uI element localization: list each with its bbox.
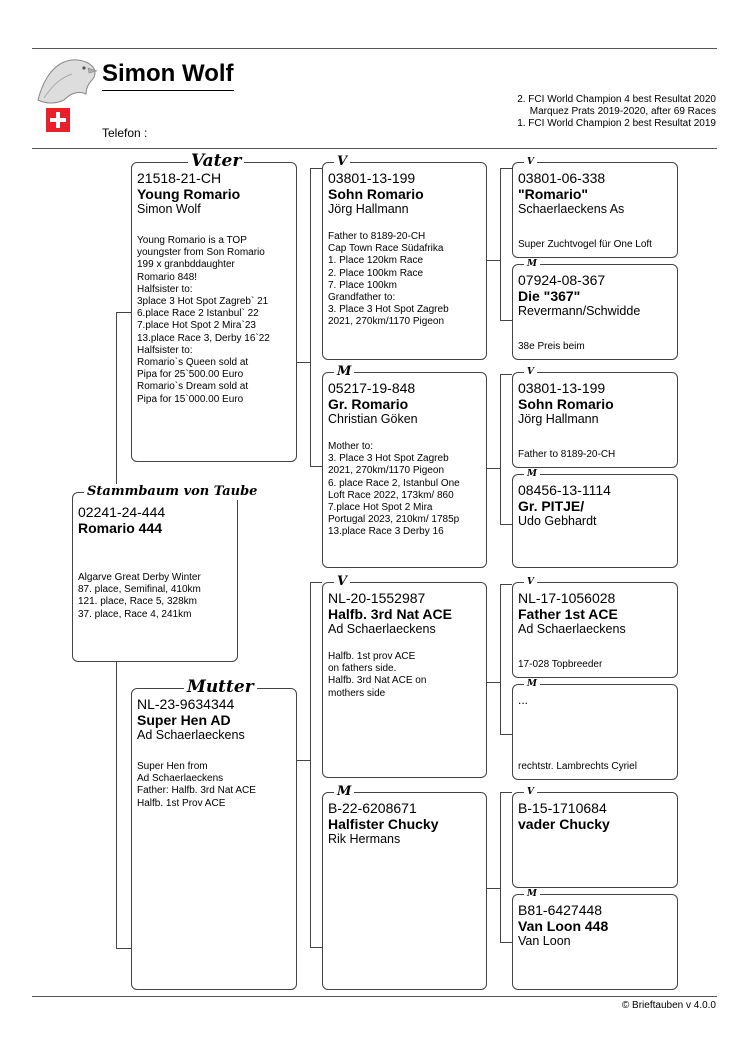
father-father-card[interactable] bbox=[322, 162, 487, 360]
ring-number: 08456-13-1114 bbox=[518, 482, 611, 498]
father-mother-card[interactable] bbox=[322, 372, 487, 568]
father-card[interactable] bbox=[131, 162, 297, 462]
breeder-name: Jörg Hallmann bbox=[518, 412, 599, 426]
pigeon-notes: Father to 8189-20-CH Cap Town Race Südafrika 1. Place 120km Race 2. Place 100km Race 7. Place 100km Grandfather to: 3. Place 3 Hot Spot Zagreb 2021, 270km/1170 Pigeon bbox=[328, 231, 449, 328]
mm-father-label: V bbox=[524, 787, 537, 797]
pigeon-name: vader Chucky bbox=[518, 816, 610, 832]
ff-father-card[interactable] bbox=[512, 162, 678, 258]
mf-father-label: V bbox=[524, 577, 537, 587]
mf-father-card[interactable] bbox=[512, 582, 678, 678]
ff-father-label: V bbox=[524, 157, 537, 167]
pigeon-name: Sohn Romario bbox=[328, 186, 424, 202]
pigeon-notes: Halfb. 1st prov ACE on fathers side. Halfb. 3rd Nat ACE on mothers side bbox=[328, 651, 427, 699]
mm-mother-card[interactable] bbox=[512, 894, 678, 990]
pigeon-name: Van Loon 448 bbox=[518, 918, 609, 934]
header-top-rule bbox=[32, 48, 717, 49]
father-father-label: V bbox=[334, 154, 350, 170]
pigeon-notes: Algarve Great Derby Winter 87. place, Semifinal, 410km 121. place, Race 5, 328km 37. place, Race 4, 241km bbox=[78, 572, 201, 620]
achievement-line: 1. FCI World Champion 2 best Resultat 2019 bbox=[517, 118, 716, 129]
fm-mother-label: M bbox=[524, 469, 540, 479]
owner-name: Simon Wolf bbox=[102, 60, 234, 91]
pigeon-notes: Mother to: 3. Place 3 Hot Spot Zagreb 2021, 270km/1170 Pigeon 6. place Race 2, Istanbul One Loft Race 2022, 173km/ 860 7.place Hot Spot 2 Mira Portugal 2023, 210km/ 1785p 13.place Race 3 Derby 16 bbox=[328, 441, 460, 538]
fm-father-card[interactable] bbox=[512, 372, 678, 468]
pigeon-name: Romario 444 bbox=[78, 520, 163, 536]
mother-label: Mutter bbox=[184, 679, 257, 695]
mm-mother-label: M bbox=[524, 889, 540, 899]
breeder-name: Simon Wolf bbox=[137, 202, 201, 216]
father-mother-label: M bbox=[334, 364, 354, 380]
breeder-name: Ad Schaerlaeckens bbox=[518, 622, 626, 636]
pigeon-notes: Super Zuchtvogel für One Loft bbox=[518, 238, 652, 250]
breeder-name: Schaerlaeckens As bbox=[518, 202, 625, 216]
ring-number: B81-6427448 bbox=[518, 902, 603, 918]
footer-copyright: © Brieftauben v 4.0.0 bbox=[621, 1000, 716, 1011]
mother-father-label: V bbox=[334, 574, 350, 590]
achievement-line: 2. FCI World Champion 4 best Resultat 2020 bbox=[517, 94, 716, 105]
pigeon-notes: Young Romario is a TOP youngster from Son Romario 199 x granbddaughter Romario 848! Halfsister to: 3place 3 Hot Spot Zagreb` 21 6.place Race 2 Istanbul` 22 7.place Hot Spot 2 Mira`23 13.place Race 3, Derby 16`22 Halfsister to: Romario`s Queen sold at Pipa for 25`500.00 Euro Romario`s Dream sold at Pipa for 15`000.00 Euro bbox=[137, 235, 270, 405]
ring-number: 03801-13-199 bbox=[328, 170, 416, 186]
mf-mother-card[interactable] bbox=[512, 684, 678, 780]
fm-mother-card[interactable] bbox=[512, 474, 678, 568]
mother-mother-label: M bbox=[334, 784, 354, 800]
breeder-name: Van Loon bbox=[518, 934, 571, 948]
pigeon-name: Gr. PITJE/ bbox=[518, 498, 585, 514]
mother-card[interactable] bbox=[131, 688, 297, 990]
breeder-name: Revermann/Schwidde bbox=[518, 304, 641, 318]
ring-number: NL-23-9634344 bbox=[137, 696, 235, 712]
breeder-name: Jörg Hallmann bbox=[328, 202, 409, 216]
ring-number: B-22-6208671 bbox=[328, 800, 417, 816]
pigeon-notes: 38e Preis beim bbox=[518, 340, 585, 352]
pigeon-name: Gr. Romario bbox=[328, 396, 409, 412]
fm-father-label: V bbox=[524, 367, 537, 377]
ring-number: 02241-24-444 bbox=[78, 504, 166, 520]
pigeon-label: Stammbaum von Taube bbox=[84, 484, 260, 500]
breeder-name: Ad Schaerlaeckens bbox=[137, 728, 245, 742]
pigeon-name: Young Romario bbox=[137, 186, 241, 202]
pigeon-notes: Super Hen from Ad Schaerlaeckens Father: Halfb. 3rd Nat ACE Halfb. 1st Prov ACE bbox=[137, 761, 256, 809]
pigeon-notes: Father to 8189-20-CH bbox=[518, 448, 616, 460]
pigeon-name: Halfb. 3rd Nat ACE bbox=[328, 606, 452, 622]
pigeon-name: "Romario" bbox=[518, 186, 589, 202]
mother-father-card[interactable] bbox=[322, 582, 487, 778]
breeder-name: Udo Gebhardt bbox=[518, 514, 597, 528]
ring-number: 03801-13-199 bbox=[518, 380, 606, 396]
achievements bbox=[517, 94, 716, 130]
mother-mother-card[interactable] bbox=[322, 792, 487, 990]
ring-number: 21518-21-CH bbox=[137, 170, 222, 186]
ring-number: 07924-08-367 bbox=[518, 272, 606, 288]
mf-mother-label: M bbox=[524, 679, 540, 689]
ring-number: ... bbox=[518, 693, 529, 707]
breeder-name: Ad Schaerlaeckens bbox=[328, 622, 436, 636]
ring-number: NL-20-1552987 bbox=[328, 590, 426, 606]
breeder-name: Rik Hermans bbox=[328, 832, 401, 846]
pigeon-name: Halfister Chucky bbox=[328, 816, 439, 832]
ff-mother-card[interactable] bbox=[512, 264, 678, 360]
pigeon-name: Die "367" bbox=[518, 288, 581, 304]
father-label: Vater bbox=[188, 153, 244, 169]
header-bottom-rule bbox=[32, 148, 717, 149]
pigeon-notes: 17-028 Topbreeder bbox=[518, 658, 603, 670]
breeder-name: Christian Göken bbox=[328, 412, 418, 426]
mm-father-card[interactable] bbox=[512, 792, 678, 888]
ring-number: NL-17-1056028 bbox=[518, 590, 616, 606]
pigeon-name: Father 1st ACE bbox=[518, 606, 618, 622]
ff-mother-label: M bbox=[524, 259, 540, 269]
pigeon-name: Super Hen AD bbox=[137, 712, 231, 728]
footer-rule bbox=[32, 996, 717, 997]
ring-number: 03801-06-338 bbox=[518, 170, 606, 186]
pigeon-card[interactable] bbox=[72, 492, 238, 662]
ring-number: 05217-19-848 bbox=[328, 380, 416, 396]
swiss-flag-icon bbox=[46, 108, 70, 132]
pigeon-logo-icon bbox=[34, 54, 98, 106]
ring-number: B-15-1710684 bbox=[518, 800, 607, 816]
phone-label: Telefon : bbox=[102, 126, 148, 140]
pigeon-name: Sohn Romario bbox=[518, 396, 614, 412]
pigeon-notes: rechtstr. Lambrechts Cyriel bbox=[518, 760, 637, 772]
achievement-line: Marquez Prats 2019-2020, after 69 Races bbox=[529, 106, 716, 117]
